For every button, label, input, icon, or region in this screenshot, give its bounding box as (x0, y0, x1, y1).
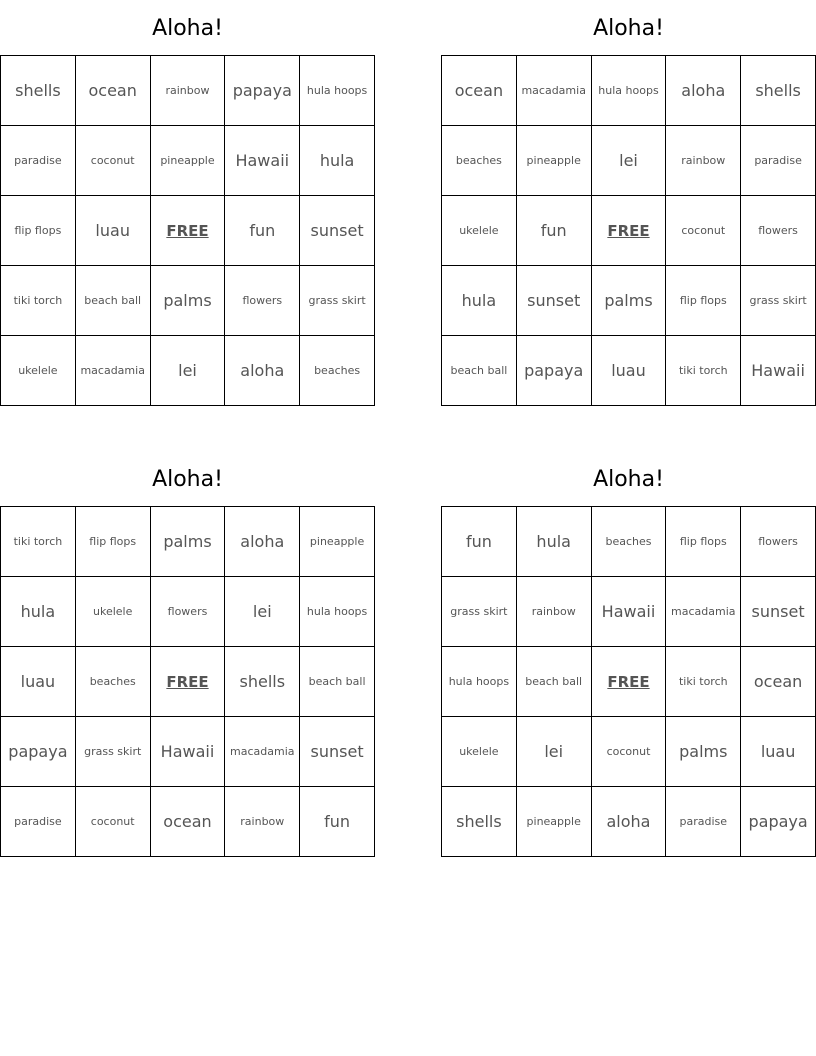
bingo-cell: macadamia (225, 717, 300, 787)
bingo-cell: Hawaii (741, 336, 816, 406)
bingo-cell: rainbow (517, 577, 592, 647)
bingo-cell: beaches (300, 336, 375, 406)
bingo-card-4 (441, 451, 816, 857)
card-title: Aloha! (152, 467, 223, 492)
bingo-cell: hula hoops (300, 56, 375, 126)
bingo-cell: sunset (741, 577, 816, 647)
bingo-cell: Hawaii (592, 577, 667, 647)
bingo-cell: pineapple (300, 507, 375, 577)
bingo-cell: papaya (1, 717, 76, 787)
bingo-cell: tiki torch (666, 336, 741, 406)
bingo-cell: ocean (442, 56, 517, 126)
bingo-cell: fun (442, 507, 517, 577)
bingo-cell: beaches (76, 647, 151, 717)
bingo-cell: hula hoops (592, 56, 667, 126)
bingo-card-1 (0, 0, 375, 406)
bingo-cell: flip flops (666, 266, 741, 336)
bingo-cell: paradise (1, 126, 76, 196)
bingo-cell: aloha (225, 507, 300, 577)
bingo-cell: coconut (666, 196, 741, 266)
bingo-cell: ocean (76, 56, 151, 126)
bingo-cell: ukelele (76, 577, 151, 647)
bingo-cell: hula (517, 507, 592, 577)
bingo-grid (441, 506, 816, 857)
bingo-cell: sunset (517, 266, 592, 336)
bingo-cell: fun (300, 787, 375, 857)
bingo-cell: grass skirt (442, 577, 517, 647)
bingo-cell: coconut (76, 126, 151, 196)
bingo-cell: ocean (741, 647, 816, 717)
bingo-cell: beach ball (517, 647, 592, 717)
bingo-cell: ukelele (442, 196, 517, 266)
bingo-cell: lei (517, 717, 592, 787)
bingo-cell: beaches (442, 126, 517, 196)
bingo-cell: pineapple (151, 126, 226, 196)
bingo-cell: flip flops (1, 196, 76, 266)
bingo-cell: pineapple (517, 787, 592, 857)
bingo-cell: paradise (741, 126, 816, 196)
bingo-cell: flip flops (76, 507, 151, 577)
bingo-cell: papaya (741, 787, 816, 857)
bingo-cell: luau (1, 647, 76, 717)
bingo-cell: macadamia (666, 577, 741, 647)
bingo-cell: paradise (1, 787, 76, 857)
bingo-cell: grass skirt (76, 717, 151, 787)
bingo-cell: shells (225, 647, 300, 717)
bingo-cell: hula hoops (300, 577, 375, 647)
bingo-cell: luau (592, 336, 667, 406)
bingo-cell: fun (225, 196, 300, 266)
free-space-cell: FREE (592, 647, 667, 717)
free-space-cell: FREE (592, 196, 667, 266)
card-title: Aloha! (152, 16, 223, 41)
bingo-cell: aloha (592, 787, 667, 857)
bingo-cell: palms (592, 266, 667, 336)
bingo-cell: shells (741, 56, 816, 126)
bingo-cell: shells (1, 56, 76, 126)
bingo-cell: hula hoops (442, 647, 517, 717)
bingo-cell: palms (666, 717, 741, 787)
bingo-cell: sunset (300, 196, 375, 266)
bingo-cell: Hawaii (225, 126, 300, 196)
bingo-cell: tiki torch (1, 507, 76, 577)
bingo-cell: flowers (741, 507, 816, 577)
bingo-cell: flowers (741, 196, 816, 266)
bingo-card-3 (0, 451, 375, 857)
bingo-cell: coconut (76, 787, 151, 857)
bingo-cell: hula (300, 126, 375, 196)
bingo-cell: grass skirt (741, 266, 816, 336)
free-space-cell: FREE (151, 196, 226, 266)
card-title: Aloha! (593, 16, 664, 41)
bingo-cell: macadamia (76, 336, 151, 406)
bingo-cell: ukelele (1, 336, 76, 406)
bingo-cell: hula (1, 577, 76, 647)
bingo-cell: macadamia (517, 56, 592, 126)
bingo-cell: palms (151, 507, 226, 577)
bingo-cell: grass skirt (300, 266, 375, 336)
bingo-cell: ukelele (442, 717, 517, 787)
bingo-card-2 (441, 0, 816, 406)
bingo-cell: shells (442, 787, 517, 857)
bingo-grid (441, 55, 816, 406)
bingo-cell: lei (151, 336, 226, 406)
bingo-cell: pineapple (517, 126, 592, 196)
bingo-cell: beaches (592, 507, 667, 577)
card-title: Aloha! (593, 467, 664, 492)
bingo-cell: lei (592, 126, 667, 196)
bingo-cell: flowers (151, 577, 226, 647)
bingo-cell: rainbow (151, 56, 226, 126)
bingo-cell: rainbow (666, 126, 741, 196)
bingo-cell: beach ball (76, 266, 151, 336)
bingo-cell: papaya (517, 336, 592, 406)
bingo-cell: rainbow (225, 787, 300, 857)
bingo-cell: paradise (666, 787, 741, 857)
bingo-cell: palms (151, 266, 226, 336)
bingo-cell: sunset (300, 717, 375, 787)
bingo-cell: hula (442, 266, 517, 336)
bingo-cell: coconut (592, 717, 667, 787)
bingo-cell: ocean (151, 787, 226, 857)
bingo-cell: aloha (666, 56, 741, 126)
bingo-cell: lei (225, 577, 300, 647)
bingo-cell: Hawaii (151, 717, 226, 787)
bingo-cell: luau (76, 196, 151, 266)
bingo-cell: flip flops (666, 507, 741, 577)
bingo-cell: tiki torch (666, 647, 741, 717)
bingo-cell: beach ball (442, 336, 517, 406)
bingo-cell: beach ball (300, 647, 375, 717)
bingo-cell: aloha (225, 336, 300, 406)
bingo-cell: tiki torch (1, 266, 76, 336)
bingo-grid (0, 55, 375, 406)
bingo-grid (0, 506, 375, 857)
bingo-cell: papaya (225, 56, 300, 126)
free-space-cell: FREE (151, 647, 226, 717)
bingo-cell: flowers (225, 266, 300, 336)
bingo-cell: fun (517, 196, 592, 266)
bingo-cell: luau (741, 717, 816, 787)
